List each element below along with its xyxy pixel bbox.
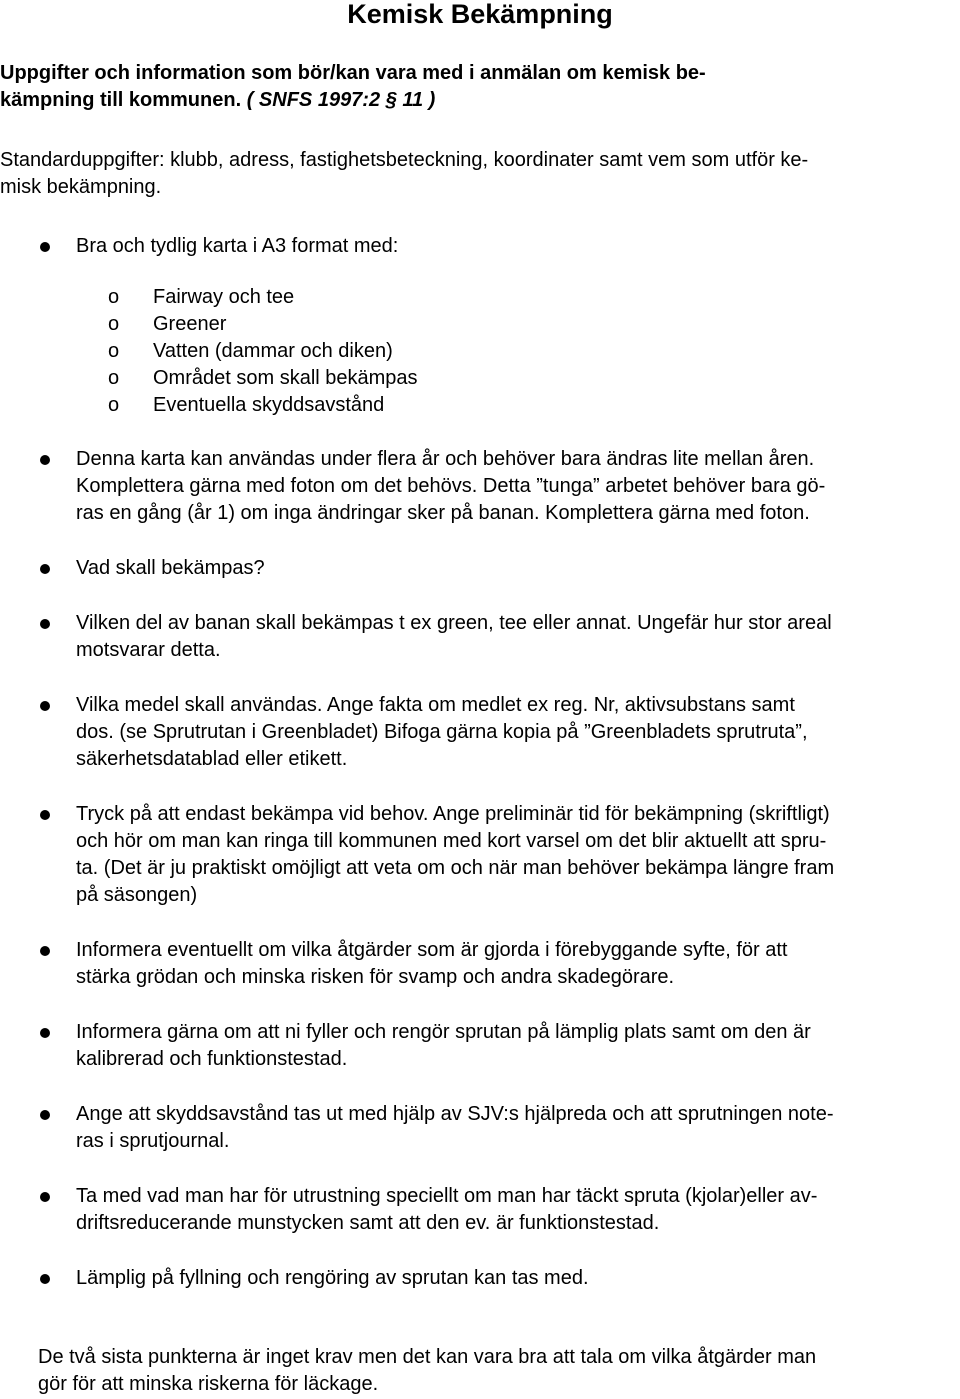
list-item-line: Ta med vad man har för utrustning speciellt om man har täckt spruta (kjolar)eller av- <box>76 1185 818 1207</box>
page-title: Kemisk Bekämpning <box>347 0 613 29</box>
bullet-dot-icon <box>40 946 50 956</box>
bullet-dot-icon <box>40 1110 50 1120</box>
list-item-line: driftsreducerande munstycken samt att den ev. är funktionstestad. <box>76 1212 660 1234</box>
hollow-bullet-icon: o <box>108 313 120 335</box>
list-item-line: ras en gång (år 1) om inga ändringar sker på banan. Komplettera gärna med foton. <box>76 502 810 524</box>
bullet-dot-icon <box>40 564 50 574</box>
sublist-item: Eventuella skyddsavstånd <box>153 394 385 416</box>
heading-text: kämpning till kommunen. <box>0 89 247 111</box>
list-item-line: Vilka medel skall användas. Ange fakta om medlet ex reg. Nr, aktivsubstans samt <box>76 694 795 716</box>
list-item-line: och hör om man kan ringa till kommunen med kort varsel om det blir aktuellt att spru- <box>76 830 827 852</box>
paragraph-line: gör för att minska riskerna för läckage. <box>38 1373 379 1395</box>
list-item-line: Informera eventuellt om vilka åtgärder som är gjorda i förebyggande syfte, för att <box>76 939 788 961</box>
sublist-item: Fairway och tee <box>153 286 295 308</box>
list-item-line: Vad skall bekämpas? <box>76 557 265 579</box>
list-item-line: Ange att skyddsavstånd tas ut med hjälp av SJV:s hjälpreda och att sprutningen note- <box>76 1103 834 1125</box>
list-item-line: ras i sprutjournal. <box>76 1130 230 1152</box>
list-item-text: Bra och tydlig karta i A3 format med: <box>76 235 399 257</box>
list-item-line: Informera gärna om att ni fyller och rengör sprutan på lämplig plats samt om den är <box>76 1021 811 1043</box>
heading-line <box>0 87 706 114</box>
list-item-line: motsvarar detta. <box>76 639 221 661</box>
sublist-item: Greener <box>153 313 227 335</box>
list-item-line: kalibrerad och funktionstestad. <box>76 1048 348 1070</box>
hollow-bullet-icon: o <box>108 340 120 362</box>
list-item-line: Vilken del av banan skall bekämpas t ex green, tee eller annat. Ungefär hur stor areal <box>76 612 832 634</box>
bullet-dot-icon <box>40 1028 50 1038</box>
sublist-item: Området som skall bekämpas <box>153 367 418 389</box>
bullet-dot-icon <box>40 1274 50 1284</box>
list-item-line: ta. (Det är ju praktiskt omöjligt att veta om och när man behöver bekämpa längre fram <box>76 857 835 879</box>
list-item-line: Lämplig på fyllning och rengöring av sprutan kan tas med. <box>76 1267 589 1289</box>
footer-note <box>38 1344 816 1398</box>
list-item-line: dos. (se Sprutrutan i Greenbladet) Bifoga gärna kopia på ”Greenbladets sprutruta”, <box>76 721 808 743</box>
list-item-line: Tryck på att endast bekämpa vid behov. Ange preliminär tid för bekämpning (skriftligt) <box>76 803 830 825</box>
bullet-dot-icon <box>40 455 50 465</box>
sublist-item: Vatten (dammar och diken) <box>153 340 393 362</box>
standard-info-paragraph <box>0 147 808 201</box>
bullet-dot-icon <box>40 242 50 252</box>
paragraph-line: De två sista punkterna är inget krav men det kan vara bra att tala om vilka åtgärder man <box>38 1346 817 1368</box>
heading-line: Uppgifter och information som bör/kan vara med i anmälan om kemisk be- <box>0 62 706 84</box>
section-heading <box>0 60 706 114</box>
list-item-line: på säsongen) <box>76 884 198 906</box>
bullet-dot-icon <box>40 810 50 820</box>
hollow-bullet-icon: o <box>108 394 120 416</box>
list-item-line: Komplettera gärna med foton om det behövs. Detta ”tunga” arbetet behöver bara gö- <box>76 475 826 497</box>
paragraph-line: misk bekämpning. <box>0 176 162 198</box>
bullet-dot-icon <box>40 619 50 629</box>
regulation-reference: ( SNFS 1997:2 § 11 ) <box>246 89 436 111</box>
list-item-line: Denna karta kan användas under flera år och behöver bara ändras lite mellan åren. <box>76 448 815 470</box>
hollow-bullet-icon: o <box>108 286 120 308</box>
bullet-dot-icon <box>40 1192 50 1202</box>
bullet-dot-icon <box>40 701 50 711</box>
paragraph-line: Standarduppgifter: klubb, adress, fastighetsbeteckning, koordinater samt vem som utför ke- <box>0 149 809 171</box>
hollow-bullet-icon: o <box>108 367 120 389</box>
list-item-line: stärka grödan och minska risken för svamp och andra skadegörare. <box>76 966 675 988</box>
list-item-line: säkerhetsdatablad eller etikett. <box>76 748 348 770</box>
